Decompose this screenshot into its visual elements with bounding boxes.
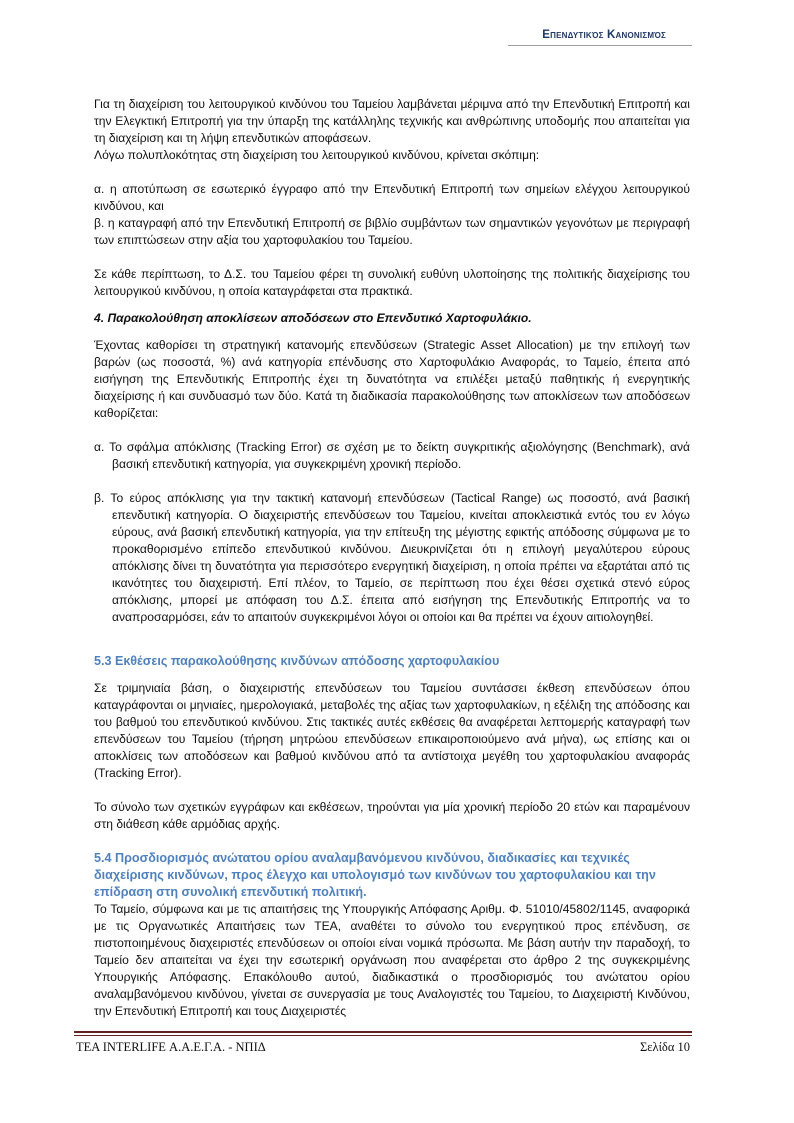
paragraph: Σε τριμηνιαία βάση, ο διαχειριστής επενδύσεων του Ταμείου συντάσσει έκθεση επενδύσεων όπου καταγράφονται οι μηνιαίες, ημερολογιακά, μεταβολές της αξίας των χαρτοφυλακίων, η εξέλιξη της απόδοσης και του βαθμού του επενδυτικού κινδύνου. Στις τακτικές αυτές εκθέσεις θα αναφέρεται λεπτομερής καταγραφή των επενδύσεων του Ταμείου (τήρηση μητρώου επενδύσεων επικαιροποιούμενο ανά μήνα), ως επίσης και οι αποκλίσεις των αποδόσεων και βαθμού κινδύνου από τα αντίστοιχα μεγέθη του χαρτοφυλακίου αναφοράς (Tracking Error). bbox=[94, 681, 690, 780]
paragraph: Λόγω πολυπλοκότητας στη διαχείριση του λειτουργικού κινδύνου, κρίνεται σκόπιμη: bbox=[94, 148, 540, 162]
paragraph: Έχοντας καθορίσει τη στρατηγική κατανομής επενδύσεων (Strategic Asset Allocation) με την επιλογή των βαρών (ως ποσοστά, %) ανά κατηγορία επένδυσης στο Χαρτοφυλάκιο Αναφοράς, το Ταμείο, έπειτα από εισήγηση της Επενδυτικής Επιτροπής έχει τη δυνατότητα να επιλέξει μεταξύ παθητικής ή ενεργητικής διαχείρισης ή και συνδυασμό των δύο. Κατά τη διαδικασία παρακολούθησης των αποκλίσεων των αποδόσεων καθορίζεται: bbox=[94, 338, 690, 420]
paragraph: Το Ταμείο, σύμφωνα και με τις απαιτήσεις της Υπουργικής Απόφασης Αριθμ. Φ. 51010/45802/1145, αναφορικά με τις Οργανωτικές Απαιτήσεις των ΤΕΑ, αναθέτει το σύνολο του ενεργητικού προς επένδυση, σε πιστοποιημένους διαχειριστές επενδύσεων οι οποίοι είναι νομικά πρόσωπα. Με βάση αυτήν την παραδοχή, το Ταμείο δεν απαιτείται να έχει την εσωτερική οργάνωση που αναφέρεται στο άρθρο 2 της συγκεκριμένης Υπουργικής Απόφασης. Επακόλουθο αυτού, διαδικαστικά ο προσδιορισμός του ανώτατου ορίου αναλαμβανόμενου κινδύνου, γίνεται σε συνεργασία με τους Αναλογιστές του Ταμείου, το Διαχειριστή Κινδύνου, την Επενδυτική Επιτροπή και τους Διαχειριστές bbox=[94, 902, 690, 1018]
footer-organization: ΤΕΑ INTERLIFE Α.Α.Ε.Γ.Α. - ΝΠΙΔ bbox=[76, 1040, 266, 1054]
header-rule bbox=[508, 45, 692, 46]
list-item: β. η καταγραφή από την Επενδυτική Επιτροπή σε βιβλίο συμβάντων των σημαντικών γεγονότων με περιγραφή των επιπτώσεων στην αξία του χαρτοφυλακίου του Ταμείου. bbox=[94, 216, 690, 247]
header-title: Επενδυτικός Κανονισμός bbox=[542, 29, 666, 41]
list-item: α. η αποτύπωση σε εσωτερικό έγγραφο από την Επενδυτική Επιτροπή των σημείων ελέγχου λειτουργικού κινδύνου, και bbox=[94, 182, 690, 213]
page-number: Σελίδα 10 bbox=[639, 1040, 690, 1054]
list-item: α. Το σφάλμα απόκλισης (Tracking Error) σε σχέση με το δείκτη συγκριτικής αξιολόγησης (Benchmark), ανά βασική επενδυτική κατηγορία, για συγκεκριμένη χρονική περίοδο. bbox=[94, 440, 690, 471]
paragraph: Σε κάθε περίπτωση, το Δ.Σ. του Ταμείου φέρει τη συνολική ευθύνη υλοποίησης της πολιτικής διαχείρισης του λειτουργικού κινδύνου, η οποία καταγράφεται στα πρακτικά. bbox=[94, 267, 690, 298]
list-item: β. Το εύρος απόκλισης για την τακτική κατανομή επενδύσεων (Tactical Range) ως ποσοστό, ανά βασική επενδυτική κατηγορία. Ο διαχειριστής επενδύσεων του Ταμείου, κινείται αποκλειστικά εντός του εν λόγω εύρους, ανά βασική επενδυτική κατηγορία, για την επίτευξη της μέγιστης εφικτής απόδοσης σύμφωνα με το προκαθορισμένο επίπεδο επενδυτικού κινδύνου. Διευκρινίζεται ότι η επιλογή μεγαλύτερου εύρους απόκλισης δίνει τη δυνατότητα για περισσότερο ενεργητική διαχείριση, η οποία πρέπει να εξαρτάται από τις ικανότητες του διαχειριστή. Επί πλέον, το Ταμείο, σε περίπτωση που έχει θέσει σχετικά στενό εύρος απόκλισης, μπορεί με απόφαση του Δ.Σ. έπειτα από εισήγηση της Επενδυτικής Επιτροπής να το αναπροσαρμόσει, εάν το απαιτούν συγκεκριμένοι λόγοι οι οποίοι και θα πρέπει να έχουν αιτιολογηθεί. bbox=[94, 491, 690, 624]
section-heading: 4. Παρακολούθηση αποκλίσεων αποδόσεων στο Επενδυτικό Χαρτοφυλάκιο. bbox=[94, 311, 532, 325]
subsection-heading: 5.4 Προσδιορισμός ανώτατου ορίου αναλαμβανόμενου κινδύνου, διαδικασίες και τεχνικές διαχείρισης κινδύνων, προς έλεγχο και υπολογισμό των κινδύνων του χαρτοφυλακίου και την επίδραση στη συνολική επενδυτική πολιτική. bbox=[94, 851, 656, 899]
document-body bbox=[94, 96, 690, 1020]
paragraph: Για τη διαχείριση του λειτουργικού κινδύνου του Ταμείου λαμβάνεται μέριμνα από την Επενδυτική Επιτροπή και την Ελεγκτική Επιτροπή για την ύπαρξη της κατάλληλης τεχνικής και ανθρώπινης υποδομής που απαιτείται για τη διαχείριση και τη λήψη επενδυτικών αποφάσεων. bbox=[94, 97, 690, 145]
footer-rule bbox=[74, 1031, 692, 1033]
footer-rule bbox=[74, 1035, 692, 1036]
subsection-heading: 5.3 Εκθέσεις παρακολούθησης κινδύνων απόδοσης χαρτοφυλακίου bbox=[94, 654, 500, 668]
paragraph: Το σύνολο των σχετικών εγγράφων και εκθέσεων, τηρούνται για μία χρονική περίοδο 20 ετών και παραμένουν στη διάθεση κάθε αρμόδιας αρχής. bbox=[94, 800, 690, 831]
